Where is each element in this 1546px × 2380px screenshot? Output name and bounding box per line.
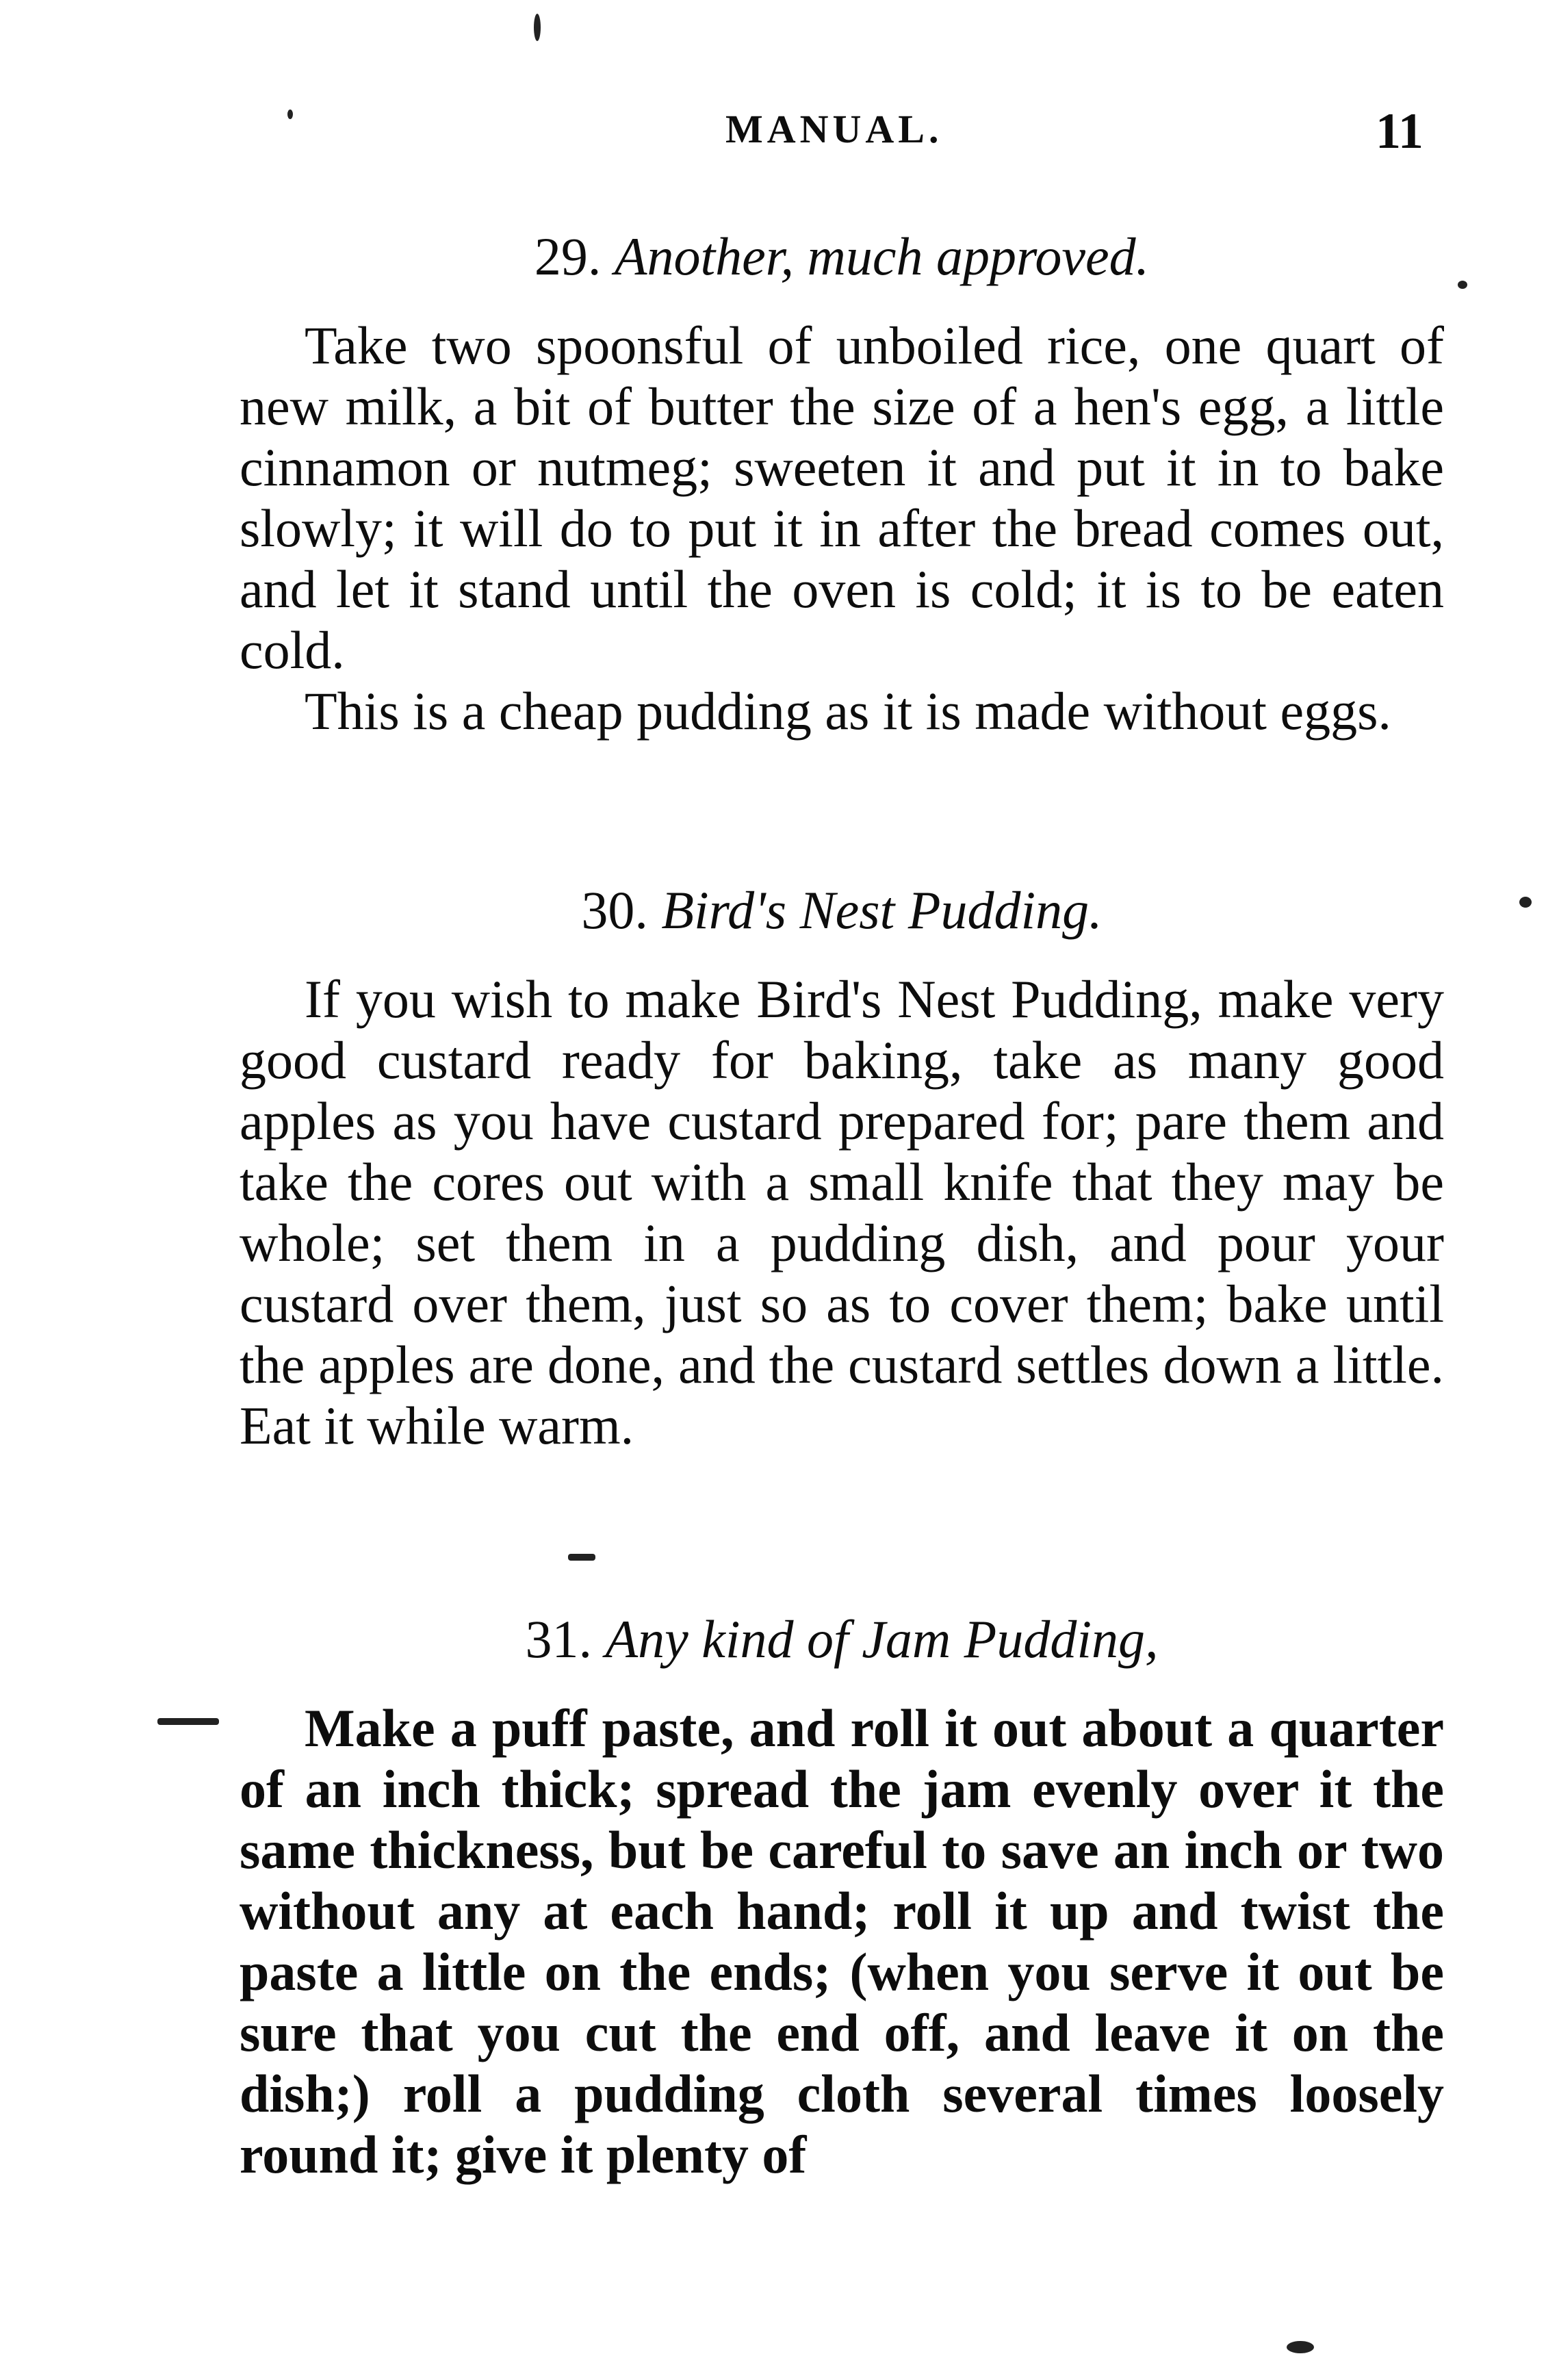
recipe-number: 30. xyxy=(581,880,648,940)
scan-speck xyxy=(568,1554,595,1561)
recipe-number: 31. xyxy=(525,1609,592,1669)
recipe-paragraph: Take two spoonsful of unboiled rice, one quart of new milk, a bit of butter the size of a hen's egg, a little cinnamon or nutmeg; sweeten it and put it in to bake slowly; it will do to put it in after the bread comes out, and let it stand until the oven is cold; it is to be eaten cold. xyxy=(240,316,1444,680)
recipe-heading xyxy=(240,1609,1444,1670)
scan-speck xyxy=(157,1718,219,1725)
recipe-paragraph: Make a puff paste, and roll it out about a quarter of an inch thick; spread the jam evenly over it the same thickness, but be careful to save an inch or two without any at each hand; roll it up and twist the paste a little on the ends; (when you serve it out be sure that you cut the end off, and leave it on the dish;) roll a pudding cloth several times loosely round it; give it plenty of xyxy=(240,1698,1444,2184)
recipe-title: Another, much approved. xyxy=(614,227,1150,286)
scan-speck xyxy=(1519,897,1532,908)
recipe-title: Any kind of Jam Pudding, xyxy=(605,1609,1159,1669)
recipe-29 xyxy=(240,226,1444,741)
recipe-number: 29. xyxy=(534,227,602,286)
scan-speck xyxy=(287,110,293,119)
scan-speck xyxy=(1458,281,1467,289)
recipe-paragraph: This is a cheap pudding as it is made without eggs. xyxy=(305,681,1391,741)
recipe-30 xyxy=(240,880,1444,1456)
recipe-title: Bird's Nest Pudding. xyxy=(661,880,1103,940)
recipe-paragraph: If you wish to make Bird's Nest Pudding, make very good custard ready for baking, take as many good apples as you have custard prepared for; pare them and take the cores out with a small knife that they may be whole; set them in a pudding dish, and pour your custard over them, just so as to cover them; bake until the apples are done, and the custard settles down a little. Eat it while warm. xyxy=(240,969,1444,1455)
recipe-31 xyxy=(240,1609,1444,2185)
scan-speck xyxy=(1287,2341,1314,2353)
running-head: MANUAL. xyxy=(725,107,943,151)
recipe-heading xyxy=(240,880,1444,941)
scan-speck xyxy=(534,14,541,41)
page-number: 11 xyxy=(1376,103,1423,159)
recipe-heading xyxy=(240,226,1444,287)
